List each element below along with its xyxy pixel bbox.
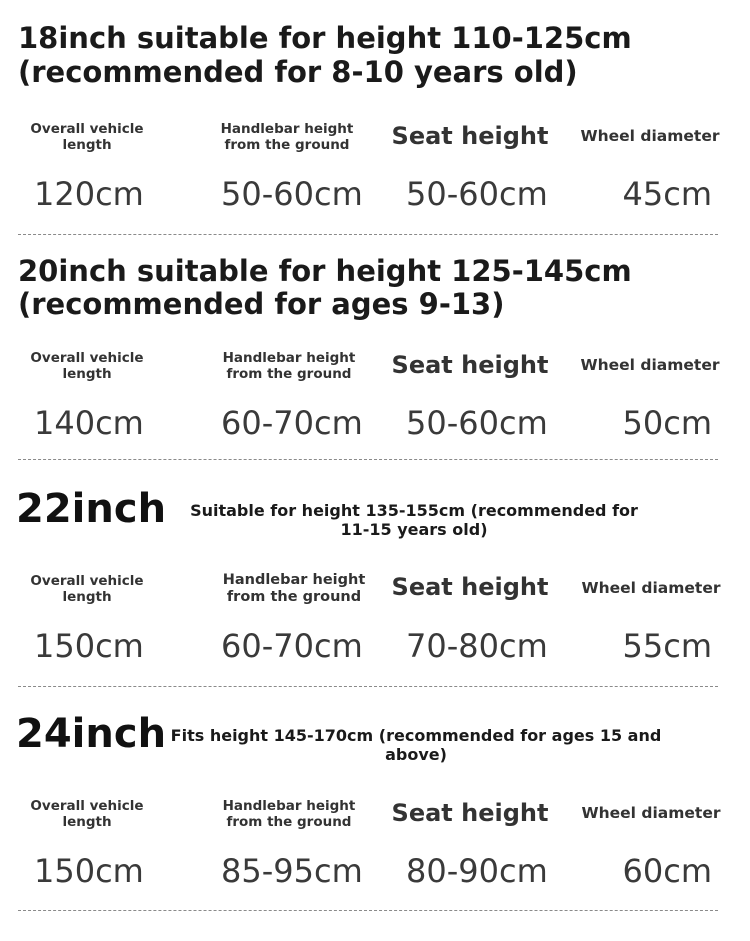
handlebar-height-label: Handlebar height from the ground (222, 350, 356, 382)
overall-length-label: Overall vehicle length (30, 350, 144, 382)
overall-length-value: 120cm (34, 175, 144, 213)
overall-length-label: Overall vehicle length (30, 798, 144, 830)
handlebar-height-label: Handlebar height from the ground (222, 572, 366, 605)
seat-height-label: Seat height (391, 799, 549, 827)
section-22-size: 22inch (16, 486, 167, 532)
seat-height-value: 50-60cm (406, 175, 548, 213)
section-divider (18, 234, 718, 235)
section-divider (18, 459, 718, 460)
section-22-subtitle: Suitable for height 135-155cm (recommended for 11-15 years old) (190, 501, 638, 539)
seat-height-value: 50-60cm (406, 404, 548, 442)
handlebar-height-value: 85-95cm (221, 852, 363, 890)
wheel-diameter-label: Wheel diameter (581, 579, 721, 597)
section-24-subtitle: Fits height 145-170cm (recommended for ages 15 and above) (170, 726, 662, 764)
overall-length-label: Overall vehicle length (30, 573, 144, 605)
section-20-title-line1: 20inch suitable for height 125-145cm (18, 254, 632, 288)
overall-length-value: 140cm (34, 404, 144, 442)
wheel-diameter-value: 55cm (622, 627, 712, 665)
seat-height-label: Seat height (391, 351, 549, 379)
section-divider (18, 686, 718, 687)
section-20-title-line2: (recommended for ages 9-13) (18, 287, 505, 321)
section-divider (18, 910, 718, 911)
section-24-size: 24inch (16, 711, 167, 757)
handlebar-height-value: 50-60cm (221, 175, 363, 213)
overall-length-value: 150cm (34, 627, 144, 665)
seat-height-value: 70-80cm (406, 627, 548, 665)
wheel-diameter-value: 45cm (622, 175, 712, 213)
handlebar-height-value: 60-70cm (221, 404, 363, 442)
handlebar-height-label: Handlebar height from the ground (222, 798, 356, 830)
seat-height-value: 80-90cm (406, 852, 548, 890)
seat-height-label: Seat height (391, 573, 549, 601)
section-18-title-line2: (recommended for 8-10 years old) (18, 55, 578, 89)
wheel-diameter-label: Wheel diameter (580, 356, 720, 374)
seat-height-label: Seat height (391, 122, 549, 150)
handlebar-height-label: Handlebar height from the ground (220, 121, 354, 153)
handlebar-height-value: 60-70cm (221, 627, 363, 665)
wheel-diameter-value: 50cm (622, 404, 712, 442)
section-18-title-line1: 18inch suitable for height 110-125cm (18, 21, 632, 55)
overall-length-label: Overall vehicle length (30, 121, 144, 153)
overall-length-value: 150cm (34, 852, 144, 890)
wheel-diameter-label: Wheel diameter (581, 804, 721, 822)
wheel-diameter-label: Wheel diameter (580, 127, 720, 145)
wheel-diameter-value: 60cm (622, 852, 712, 890)
